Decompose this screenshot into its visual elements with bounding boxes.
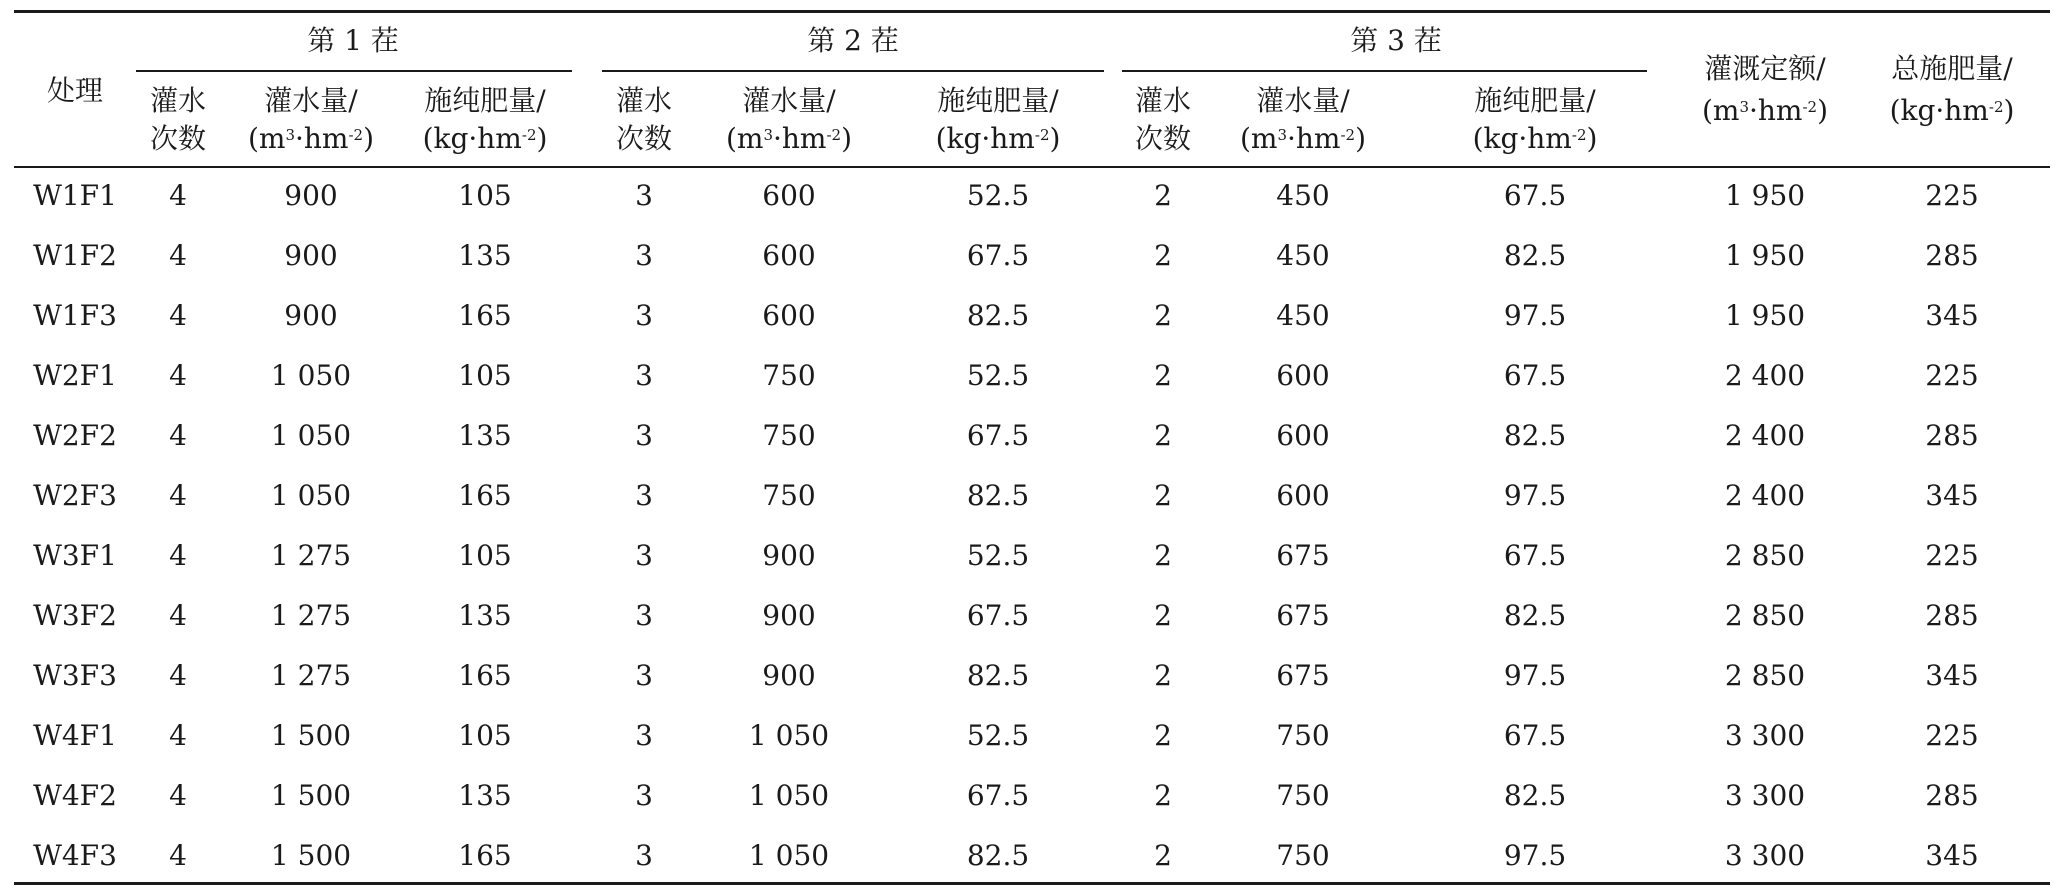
table-cell: 105 bbox=[458, 179, 512, 212]
table-cell: 2 bbox=[1154, 239, 1172, 272]
table-cell: 4 bbox=[169, 239, 187, 272]
table-cell: 97.5 bbox=[1503, 299, 1567, 332]
unit-text: (kg·hm bbox=[1472, 122, 1572, 155]
sub-header-irrigation-count: 次数 bbox=[615, 122, 673, 155]
table-cell: 3 bbox=[635, 239, 653, 272]
table-cell: 52.5 bbox=[966, 359, 1030, 392]
table-cell: 135 bbox=[458, 599, 512, 632]
unit-superscript: -2 bbox=[348, 126, 364, 144]
row-label: W4F3 bbox=[33, 839, 117, 872]
table-cell: 4 bbox=[169, 419, 187, 452]
unit-superscript: -2 bbox=[1988, 98, 2004, 116]
unit-superscript: -2 bbox=[521, 126, 537, 144]
table-cell: 165 bbox=[458, 659, 512, 692]
table-cell: 750 bbox=[1276, 839, 1330, 872]
table-cell: 1 275 bbox=[270, 599, 352, 632]
row-header-treatment: 处理 bbox=[46, 74, 104, 107]
table-cell: 52.5 bbox=[966, 719, 1030, 752]
group-header-1: 第 1 茬 bbox=[307, 24, 399, 57]
table-cell: 900 bbox=[284, 299, 338, 332]
table-cell: 345 bbox=[1925, 299, 1979, 332]
group-underline-3 bbox=[1122, 70, 1647, 72]
sub-header-fertilizer-unit bbox=[423, 120, 548, 158]
row-label: W3F2 bbox=[33, 599, 117, 632]
header-rule bbox=[14, 166, 2050, 168]
table-cell: 1 050 bbox=[748, 839, 830, 872]
sub-header-fertilizer-unit bbox=[1473, 120, 1598, 158]
table-cell: 2 400 bbox=[1724, 359, 1806, 392]
table-cell: 2 bbox=[1154, 419, 1172, 452]
table-cell: 135 bbox=[458, 239, 512, 272]
table-cell: 4 bbox=[169, 839, 187, 872]
header-irrigation-quota-unit bbox=[1702, 92, 1828, 130]
sub-header-fertilizer-amount: 施纯肥量/ bbox=[937, 84, 1059, 117]
unit-text: ) bbox=[1049, 122, 1061, 155]
table-cell: 345 bbox=[1925, 839, 1979, 872]
unit-text: (kg·hm bbox=[935, 122, 1035, 155]
table-cell: 225 bbox=[1925, 719, 1979, 752]
table-cell: 3 bbox=[635, 539, 653, 572]
unit-text: ) bbox=[1817, 94, 1829, 127]
row-label: W1F1 bbox=[33, 179, 117, 212]
table-cell: 900 bbox=[284, 179, 338, 212]
table-cell: 82.5 bbox=[1503, 599, 1567, 632]
table-cell: 2 bbox=[1154, 299, 1172, 332]
table-cell: 105 bbox=[458, 359, 512, 392]
table-cell: 135 bbox=[458, 419, 512, 452]
table-cell: 2 850 bbox=[1724, 659, 1806, 692]
table-cell: 450 bbox=[1276, 299, 1330, 332]
table-cell: 450 bbox=[1276, 239, 1330, 272]
table-cell: 900 bbox=[762, 599, 816, 632]
table-cell: 4 bbox=[169, 659, 187, 692]
row-label: W1F3 bbox=[33, 299, 117, 332]
table-cell: 2 400 bbox=[1724, 479, 1806, 512]
table-cell: 3 bbox=[635, 659, 653, 692]
table-cell: 3 300 bbox=[1724, 779, 1806, 812]
table-cell: 67.5 bbox=[1503, 539, 1567, 572]
table-cell: 600 bbox=[762, 299, 816, 332]
table-cell: 285 bbox=[1925, 779, 1979, 812]
row-label: W4F1 bbox=[33, 719, 117, 752]
table-cell: 67.5 bbox=[1503, 359, 1567, 392]
table-cell: 2 bbox=[1154, 179, 1172, 212]
header-total-fertilizer: 总施肥量/ bbox=[1891, 52, 2013, 85]
sub-header-irrigation-count: 次数 bbox=[1134, 122, 1192, 155]
table-cell: 3 bbox=[635, 599, 653, 632]
table-cell: 1 050 bbox=[748, 719, 830, 752]
table-cell: 2 850 bbox=[1724, 539, 1806, 572]
table-cell: 285 bbox=[1925, 599, 1979, 632]
unit-superscript: -2 bbox=[1802, 98, 1818, 116]
sub-header-fertilizer-amount: 施纯肥量/ bbox=[424, 84, 546, 117]
table-cell: 4 bbox=[169, 479, 187, 512]
table-cell: 4 bbox=[169, 299, 187, 332]
table-cell: 82.5 bbox=[1503, 419, 1567, 452]
table-cell: 345 bbox=[1925, 479, 1979, 512]
table-cell: 225 bbox=[1925, 539, 1979, 572]
row-label: W3F3 bbox=[33, 659, 117, 692]
table-cell: 3 bbox=[635, 179, 653, 212]
table-cell: 82.5 bbox=[966, 479, 1030, 512]
table-cell: 67.5 bbox=[966, 239, 1030, 272]
table-cell: 3 300 bbox=[1724, 839, 1806, 872]
table-cell: 900 bbox=[762, 539, 816, 572]
table-cell: 165 bbox=[458, 479, 512, 512]
table-cell: 97.5 bbox=[1503, 659, 1567, 692]
unit-superscript: -2 bbox=[1340, 126, 1356, 144]
table-cell: 1 050 bbox=[748, 779, 830, 812]
unit-superscript: 3 bbox=[285, 126, 295, 144]
unit-text: (m bbox=[1239, 122, 1278, 155]
row-label: W2F2 bbox=[33, 419, 117, 452]
table-cell: 3 bbox=[635, 839, 653, 872]
unit-text: (m bbox=[1701, 94, 1740, 127]
unit-text: ) bbox=[2003, 94, 2015, 127]
unit-superscript: -2 bbox=[826, 126, 842, 144]
table-cell: 3 bbox=[635, 479, 653, 512]
unit-superscript: -2 bbox=[1571, 126, 1587, 144]
table-cell: 225 bbox=[1925, 179, 1979, 212]
table-cell: 750 bbox=[1276, 719, 1330, 752]
table-cell: 450 bbox=[1276, 179, 1330, 212]
table-cell: 1 275 bbox=[270, 659, 352, 692]
sub-header-irrigation-amount: 灌水量/ bbox=[742, 84, 836, 117]
table-cell: 3 bbox=[635, 299, 653, 332]
unit-text: (m bbox=[247, 122, 286, 155]
sub-header-irrigation-count: 灌水 bbox=[615, 84, 673, 117]
table-cell: 900 bbox=[762, 659, 816, 692]
top-rule bbox=[14, 10, 2050, 13]
unit-superscript: 3 bbox=[1739, 98, 1749, 116]
unit-text: ) bbox=[1586, 122, 1598, 155]
table-cell: 67.5 bbox=[966, 419, 1030, 452]
unit-text: ) bbox=[536, 122, 548, 155]
group-header-3: 第 3 茬 bbox=[1350, 24, 1442, 57]
unit-text: ) bbox=[841, 122, 853, 155]
sub-header-irrigation-amount: 灌水量/ bbox=[1256, 84, 1350, 117]
group-underline-2 bbox=[602, 70, 1104, 72]
unit-superscript: 3 bbox=[763, 126, 773, 144]
table-cell: 750 bbox=[762, 419, 816, 452]
table-cell: 345 bbox=[1925, 659, 1979, 692]
unit-superscript: -2 bbox=[1034, 126, 1050, 144]
table-cell: 52.5 bbox=[966, 179, 1030, 212]
table-cell: 67.5 bbox=[966, 599, 1030, 632]
table-cell: 750 bbox=[762, 479, 816, 512]
table-cell: 285 bbox=[1925, 239, 1979, 272]
table-cell: 600 bbox=[1276, 479, 1330, 512]
table-cell: 82.5 bbox=[1503, 239, 1567, 272]
table-cell: 2 bbox=[1154, 719, 1172, 752]
table-cell: 4 bbox=[169, 779, 187, 812]
sub-header-irrigation-count: 灌水 bbox=[149, 84, 207, 117]
table-cell: 2 bbox=[1154, 599, 1172, 632]
header-total-fertilizer-unit bbox=[1890, 92, 2015, 130]
unit-text: ) bbox=[363, 122, 375, 155]
table-cell: 3 300 bbox=[1724, 719, 1806, 752]
table-cell: 3 bbox=[635, 779, 653, 812]
row-label: W4F2 bbox=[33, 779, 117, 812]
unit-text: ·hm bbox=[772, 122, 827, 155]
sub-header-irrigation-count: 次数 bbox=[149, 122, 207, 155]
unit-text: ·hm bbox=[294, 122, 349, 155]
table-cell: 165 bbox=[458, 299, 512, 332]
table-cell: 105 bbox=[458, 539, 512, 572]
table-cell: 225 bbox=[1925, 359, 1979, 392]
sub-header-fertilizer-unit bbox=[936, 120, 1061, 158]
table-cell: 3 bbox=[635, 419, 653, 452]
table-cell: 4 bbox=[169, 359, 187, 392]
table-cell: 600 bbox=[762, 239, 816, 272]
table-cell: 3 bbox=[635, 719, 653, 752]
table-cell: 1 050 bbox=[270, 359, 352, 392]
table-cell: 600 bbox=[1276, 359, 1330, 392]
table-cell: 285 bbox=[1925, 419, 1979, 452]
table-cell: 2 bbox=[1154, 359, 1172, 392]
header-irrigation-quota: 灌溉定额/ bbox=[1704, 52, 1826, 85]
table-cell: 1 950 bbox=[1724, 179, 1806, 212]
table-cell: 4 bbox=[169, 179, 187, 212]
table-cell: 82.5 bbox=[966, 659, 1030, 692]
table-cell: 2 bbox=[1154, 839, 1172, 872]
row-label: W2F1 bbox=[33, 359, 117, 392]
table-cell: 1 050 bbox=[270, 479, 352, 512]
group-underline-1 bbox=[136, 70, 572, 72]
unit-text: ) bbox=[1355, 122, 1367, 155]
table-cell: 97.5 bbox=[1503, 479, 1567, 512]
table-cell: 97.5 bbox=[1503, 839, 1567, 872]
table-cell: 1 500 bbox=[270, 719, 352, 752]
table-cell: 1 500 bbox=[270, 779, 352, 812]
table-cell: 2 bbox=[1154, 479, 1172, 512]
table-cell: 2 bbox=[1154, 539, 1172, 572]
table-cell: 3 bbox=[635, 359, 653, 392]
unit-text: (m bbox=[725, 122, 764, 155]
table-cell: 82.5 bbox=[966, 839, 1030, 872]
sub-header-irrigation-unit bbox=[248, 120, 374, 158]
table-cell: 82.5 bbox=[1503, 779, 1567, 812]
table-cell: 675 bbox=[1276, 659, 1330, 692]
unit-text: ·hm bbox=[1286, 122, 1341, 155]
table-cell: 82.5 bbox=[966, 299, 1030, 332]
table-cell: 4 bbox=[169, 599, 187, 632]
table-cell: 1 950 bbox=[1724, 239, 1806, 272]
table-cell: 1 275 bbox=[270, 539, 352, 572]
bottom-rule bbox=[14, 882, 2050, 885]
table-cell: 105 bbox=[458, 719, 512, 752]
unit-text: ·hm bbox=[1748, 94, 1803, 127]
sub-header-irrigation-count: 灌水 bbox=[1134, 84, 1192, 117]
sub-header-irrigation-unit bbox=[1240, 120, 1366, 158]
table-cell: 4 bbox=[169, 539, 187, 572]
table-cell: 600 bbox=[1276, 419, 1330, 452]
table-cell: 1 500 bbox=[270, 839, 352, 872]
row-label: W1F2 bbox=[33, 239, 117, 272]
row-label: W2F3 bbox=[33, 479, 117, 512]
table-cell: 675 bbox=[1276, 539, 1330, 572]
sub-header-irrigation-unit bbox=[726, 120, 852, 158]
row-label: W3F1 bbox=[33, 539, 117, 572]
table-cell: 750 bbox=[762, 359, 816, 392]
table-cell: 2 850 bbox=[1724, 599, 1806, 632]
table-cell: 600 bbox=[762, 179, 816, 212]
table-cell: 675 bbox=[1276, 599, 1330, 632]
sub-header-irrigation-amount: 灌水量/ bbox=[264, 84, 358, 117]
table-cell: 2 bbox=[1154, 779, 1172, 812]
table-cell: 52.5 bbox=[966, 539, 1030, 572]
table-cell: 900 bbox=[284, 239, 338, 272]
table-cell: 165 bbox=[458, 839, 512, 872]
table-cell: 1 950 bbox=[1724, 299, 1806, 332]
table-cell: 4 bbox=[169, 719, 187, 752]
table-cell: 750 bbox=[1276, 779, 1330, 812]
unit-superscript: 3 bbox=[1277, 126, 1287, 144]
group-header-2: 第 2 茬 bbox=[807, 24, 899, 57]
table-cell: 67.5 bbox=[1503, 719, 1567, 752]
unit-text: (kg·hm bbox=[1889, 94, 1989, 127]
sub-header-fertilizer-amount: 施纯肥量/ bbox=[1474, 84, 1596, 117]
table-cell: 67.5 bbox=[966, 779, 1030, 812]
table-cell: 2 400 bbox=[1724, 419, 1806, 452]
table-cell: 67.5 bbox=[1503, 179, 1567, 212]
table-cell: 135 bbox=[458, 779, 512, 812]
table-cell: 1 050 bbox=[270, 419, 352, 452]
unit-text: (kg·hm bbox=[422, 122, 522, 155]
table-cell: 2 bbox=[1154, 659, 1172, 692]
